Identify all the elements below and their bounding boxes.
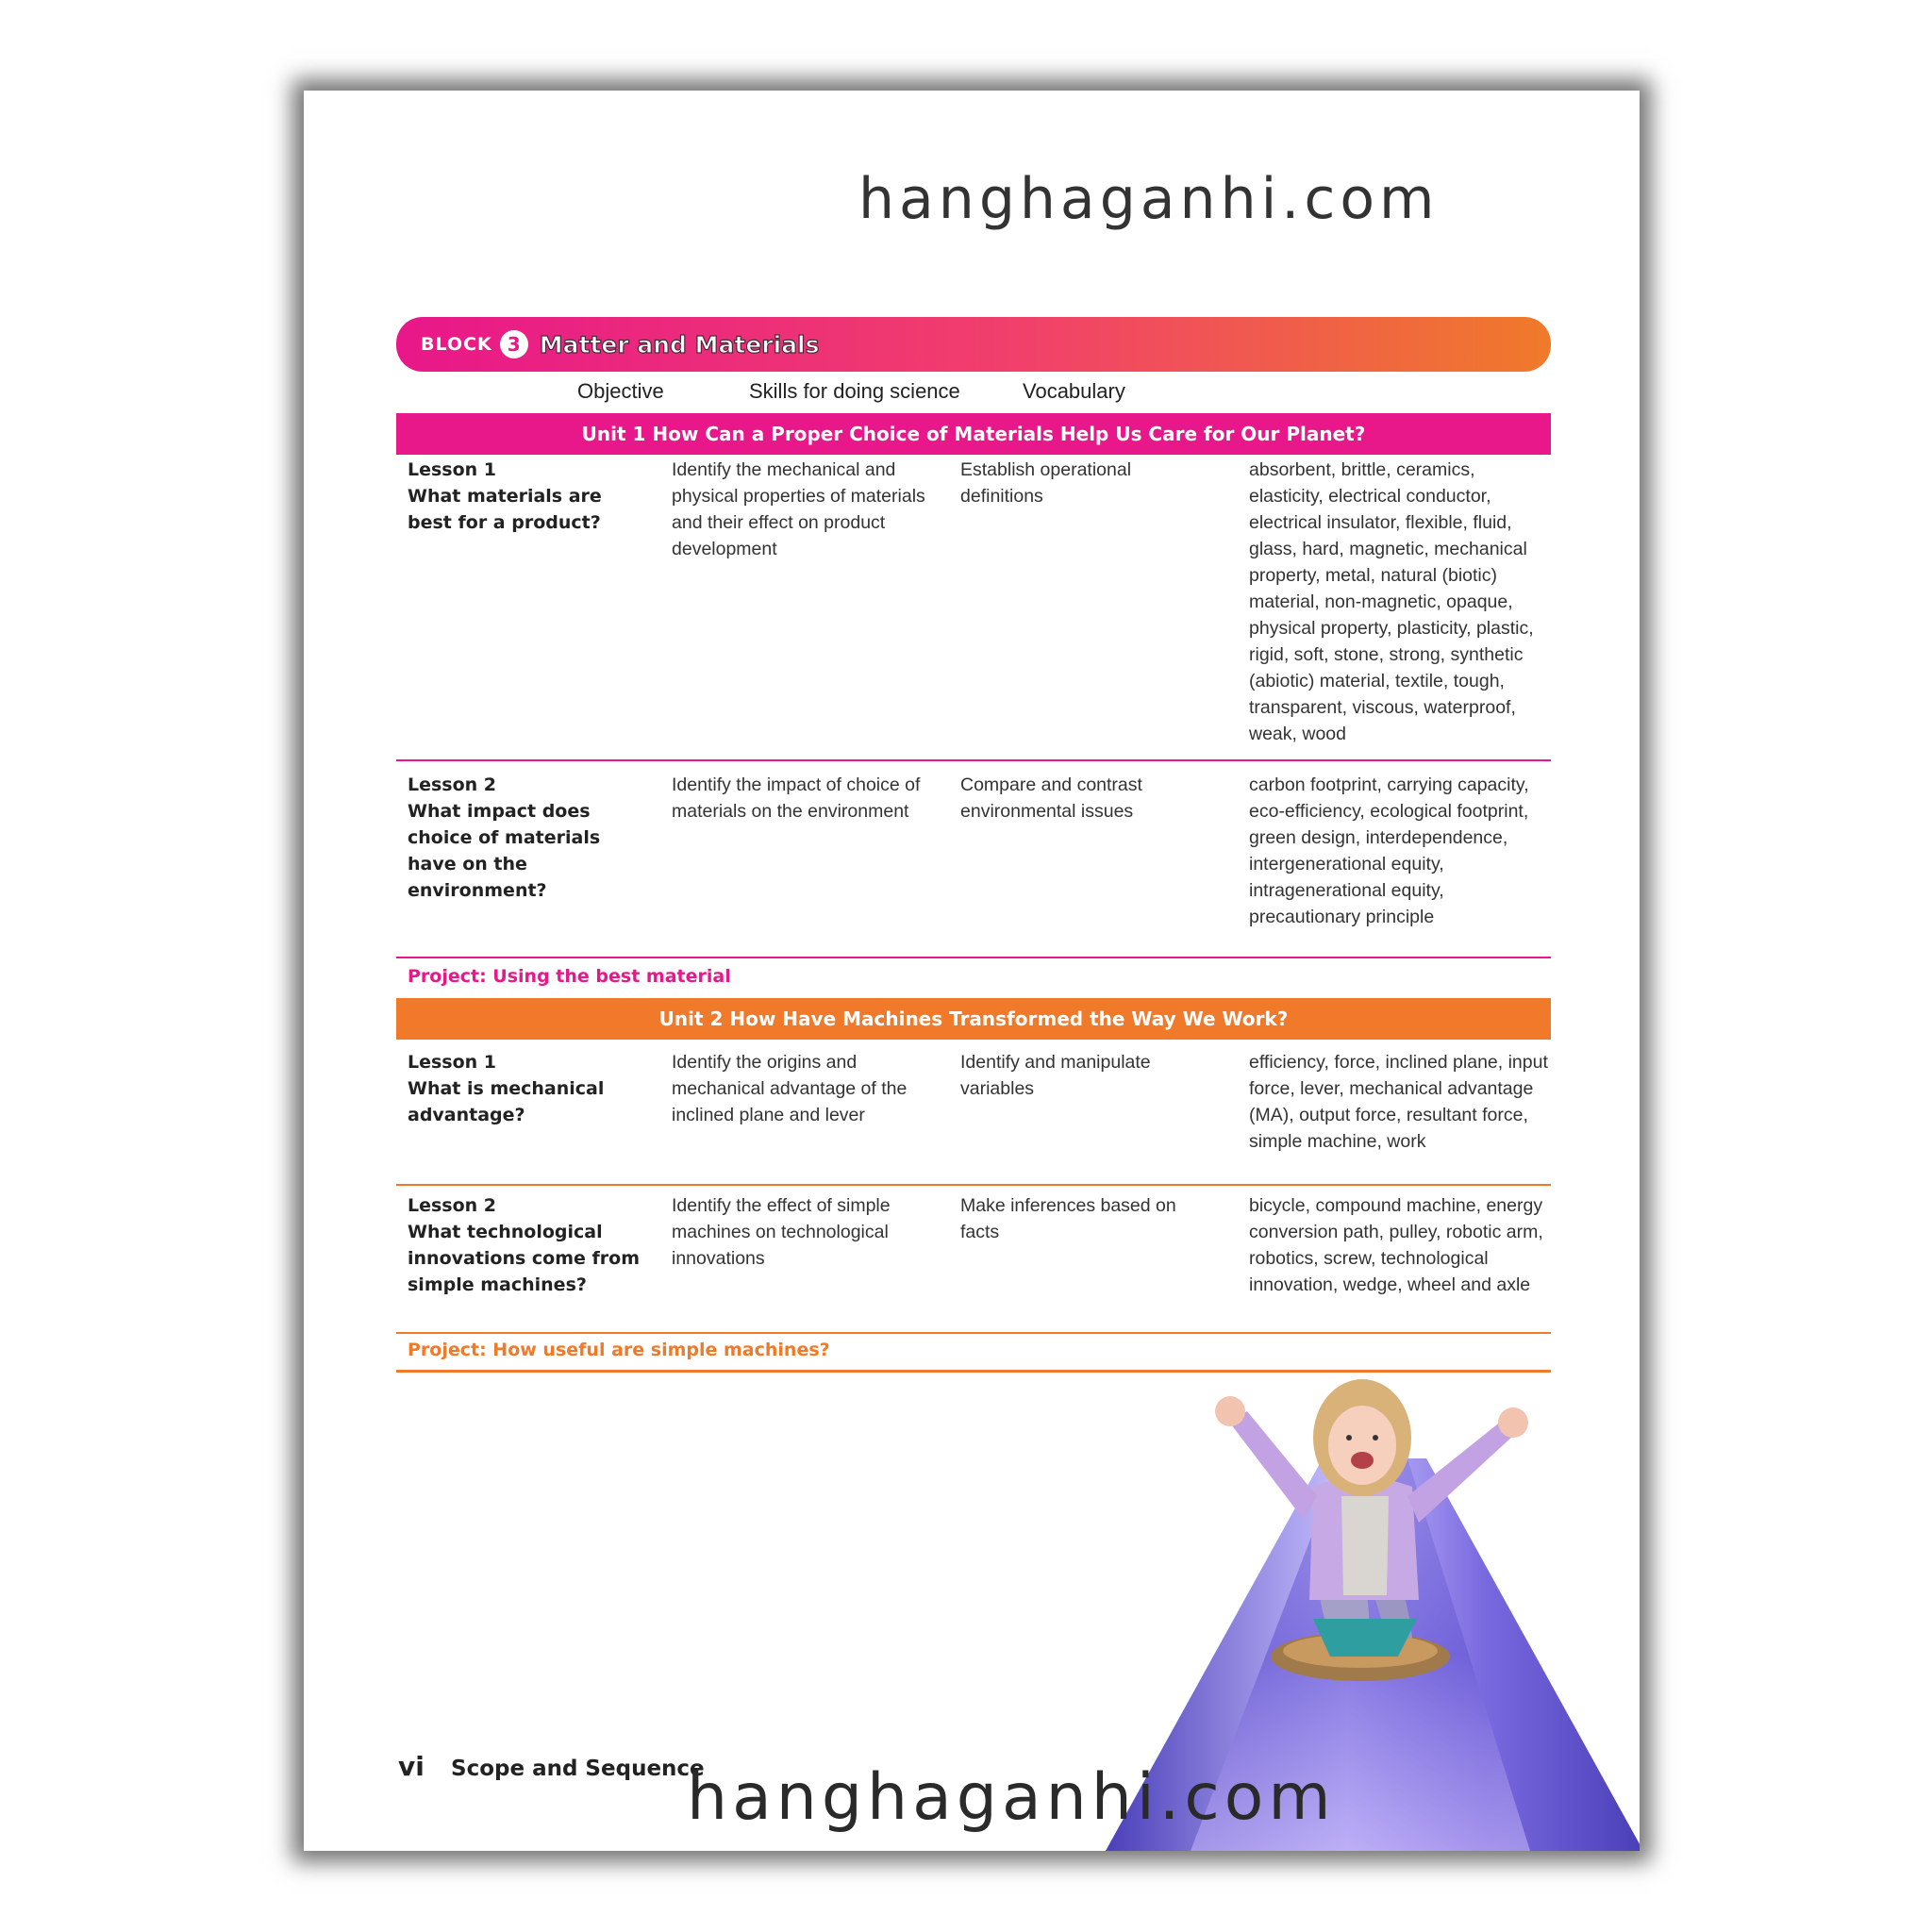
unit-1-lesson-2-objective: Identify the impact of choice of materials on the environment (672, 774, 921, 822)
unit-2-lesson-2-label (408, 1192, 643, 1298)
unit-2-project: Project: How useful are simple machines? (408, 1340, 830, 1360)
footer-section-title: Scope and Sequence (451, 1757, 705, 1781)
column-header-skills: Skills for doing science (749, 379, 960, 403)
row-divider (396, 957, 1551, 958)
lesson-question: What is mechanical advantage? (408, 1078, 605, 1125)
unit-2-lesson-1-skills: Identify and manipulate variables (960, 1052, 1151, 1099)
unit-1-lesson-1-vocabulary: absorbent, brittle, ceramics, elasticity, electrical conductor, electrical insulator, flexible, fluid, glass, hard, magnetic, mechanical property, metal, natural (biotic) material, non-magnetic, opaque, physical property, plasticity, plastic, rigid, soft, stone, strong, synthetic (abiotic) material, textile, tough, transparent, viscous, waterproof, weak, wood (1249, 459, 1534, 744)
lesson-number: Lesson 1 (408, 1052, 497, 1073)
unit-1-lesson-1-skills: Establish operational definitions (960, 459, 1132, 507)
block-label: BLOCK (421, 334, 492, 355)
column-header-objective: Objective (577, 379, 664, 403)
column-header-vocabulary: Vocabulary (1023, 379, 1125, 403)
lesson-number: Lesson 1 (408, 459, 497, 480)
lesson-question: What technological innovations come from simple machines? (408, 1222, 641, 1295)
unit-1-lesson-1-label (408, 457, 643, 536)
row-divider (396, 759, 1551, 761)
unit-2-lesson-2-vocabulary: bicycle, compound machine, energy conversion path, pulley, robotic arm, robotics, screw, technological innovation, wedge, wheel and axle (1249, 1195, 1543, 1295)
unit-1-lesson-2-skills: Compare and contrast environmental issues (960, 774, 1142, 822)
lesson-question: What materials are best for a product? (408, 486, 602, 533)
row-divider (396, 1184, 1551, 1186)
unit-2-lesson-1-label (408, 1049, 643, 1128)
face (1328, 1406, 1396, 1485)
block-banner (396, 317, 1551, 372)
unit-1-title-bar: Unit 1 How Can a Proper Choice of Materials Help Us Care for Our Planet? (396, 413, 1551, 455)
block-title: Matter and Materials (539, 330, 820, 358)
watermark-bottom: hanghaganhi.com (687, 1760, 1336, 1835)
unit-1-lesson-2-vocabulary: carbon footprint, carrying capacity, eco-efficiency, ecological footprint, green design, interdependence, intergenerational equity, intragenerational equity, precautionary principle (1249, 774, 1529, 927)
page-number: vi (398, 1751, 425, 1782)
unit-1-lesson-1-objective: Identify the mechanical and physical properties of materials and their effect on product development (672, 459, 925, 559)
unit-2-lesson-1-vocabulary: efficiency, force, inclined plane, input force, lever, mechanical advantage (MA), output force, resultant force, simple machine, work (1249, 1052, 1548, 1152)
unit-1-lesson-2-label (408, 772, 643, 904)
unit-2-lesson-1-objective: Identify the origins and mechanical advantage of the inclined plane and lever (672, 1052, 908, 1125)
watermark-top: hanghaganhi.com (858, 166, 1440, 232)
lesson-number: Lesson 2 (408, 1195, 497, 1216)
unit-2-lesson-2-objective: Identify the effect of simple machines on technological innovations (672, 1195, 891, 1269)
book-page (304, 91, 1640, 1851)
block-number-badge: 3 (500, 330, 528, 358)
lesson-number: Lesson 2 (408, 774, 497, 795)
unit-1-project: Project: Using the best material (408, 966, 731, 987)
row-divider (396, 1332, 1551, 1334)
unit-2-title-bar: Unit 2 How Have Machines Transformed the Way We Work? (396, 998, 1551, 1040)
lesson-question: What impact does choice of materials have on the environment? (408, 801, 601, 901)
unit-2-lesson-2-skills: Make inferences based on facts (960, 1195, 1176, 1242)
